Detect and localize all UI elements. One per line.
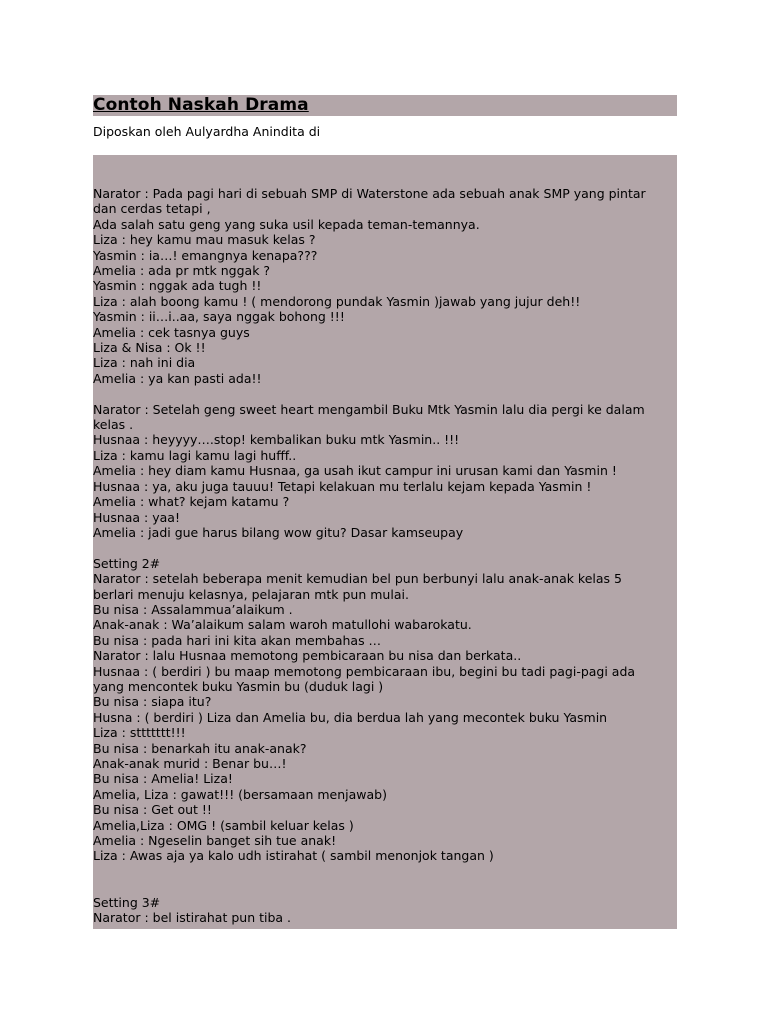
script-line: Bu nisa : siapa itu? [93,694,212,710]
script-line: Anak-anak murid : Benar bu…! [93,756,287,771]
script-line: Liza : hey kamu mau masuk kelas ? [93,232,316,248]
document-page [93,95,677,929]
script-line: Bu nisa : pada hari ini kita akan membahas … [93,632,382,648]
script-line: Amelia : hey diam kamu Husnaa, ga usah ikut campur ini urusan kami dan Yasmin ! [93,463,617,479]
title-bar [93,95,677,116]
script-line: Liza : nah ini dia [93,355,196,371]
script-line: Narator : Pada pagi hari di sebuah SMP di Waterstone ada sebuah anak SMP yang pintar [93,186,646,201]
script-line [93,386,677,401]
script-line: Bu nisa : benarkah itu anak-anak? [93,740,307,756]
script-line: Amelia : ya kan pasti ada!! [93,370,262,386]
script-line: berlari menuju kelasnya, pelajaran mtk pun mulai. [93,586,409,602]
script-line: Amelia : cek tasnya guys [93,324,250,340]
script-line: Husnaa : heyyyy….stop! kembalikan buku mtk Yasmin.. !!! [93,432,460,448]
script-line: Setting 3# [93,894,161,910]
script-line: kelas . [93,417,134,433]
script-line [93,864,677,879]
script-line: Liza & Nisa : Ok !! [93,340,206,356]
script-line: Bu nisa : Amelia! Liza! [93,771,233,787]
script-line: Liza : Awas aja ya kalo udh istirahat ( sambil menonjok tangan ) [93,848,494,864]
script-line [93,540,677,555]
script-line: Amelia : ada pr mtk nggak ? [93,263,271,279]
script-line: Amelia, Liza : gawat!!! (bersamaan menjawab) [93,786,387,802]
script-line: yang mencontek buku Yasmin bu (duduk lagi ) [93,678,384,694]
script-line [93,879,677,894]
script-line: dan cerdas tetapi , [93,201,211,217]
script-line: Liza : kamu lagi kamu lagi hufff.. [93,447,297,463]
script-line: Narator : setelah beberapa menit kemudian bel pun berbunyi lalu anak-anak kelas 5 [93,571,622,587]
posted-by-text: Diposkan oleh Aulyardha Anindita di [93,124,321,139]
script-line: Narator : lalu Husnaa memotong pembicaraan bu nisa dan berkata.. [93,648,522,664]
script-content [93,155,677,929]
script-line: Yasmin : nggak ada tugh !! [93,278,262,294]
script-line: Bu nisa : Assalammua’alaikum . [93,601,293,617]
script-line: Bu nisa : Get out !! [93,802,212,818]
script-line: Liza : sttttttt!!! [93,725,186,741]
script-line: Husnaa : yaa! [93,509,180,525]
script-line: Anak-anak : Wa’alaikum salam waroh matullohi wabarokatu. [93,617,472,633]
script-line: Ada salah satu geng yang suka usil kepada teman-temannya. [93,216,480,232]
script-line: Narator : bel istirahat pun tiba . [93,910,292,926]
script-line: Amelia,Liza : OMG ! (sambil keluar kelas ) [93,817,354,833]
document-title[interactable]: Contoh Naskah Drama [93,95,309,115]
script-line: Narator : Setelah geng sweet heart mengambil Buku Mtk Yasmin lalu dia pergi ke dalam [93,401,645,417]
script-line: Amelia : jadi gue harus bilang wow gitu? Dasar kamseupay [93,524,464,540]
script-line: Yasmin : ia…! emangnya kenapa??? [93,247,318,263]
script-line: Liza : alah boong kamu ! ( mendorong pundak Yasmin )jawab yang jujur deh!! [93,293,581,309]
script-line: Amelia : what? kejam katamu ? [93,494,290,510]
script-line: Husnaa : ( berdiri ) bu maap memotong pembicaraan ibu, begini bu tadi pagi-pagi ada [93,663,636,679]
script-line: Yasmin : ii…i..aa, saya nggak bohong !!! [93,309,345,325]
script-line: Husnaa : ya, aku juga tauuu! Tetapi kelakuan mu terlalu kejam kepada Yasmin ! [93,478,592,494]
script-line: Setting 2# [93,555,161,571]
script-line: Husna : ( berdiri ) Liza dan Amelia bu, dia berdua lah yang mecontek buku Yasmin [93,709,608,725]
script-line: Amelia : Ngeselin banget sih tue anak! [93,833,337,849]
